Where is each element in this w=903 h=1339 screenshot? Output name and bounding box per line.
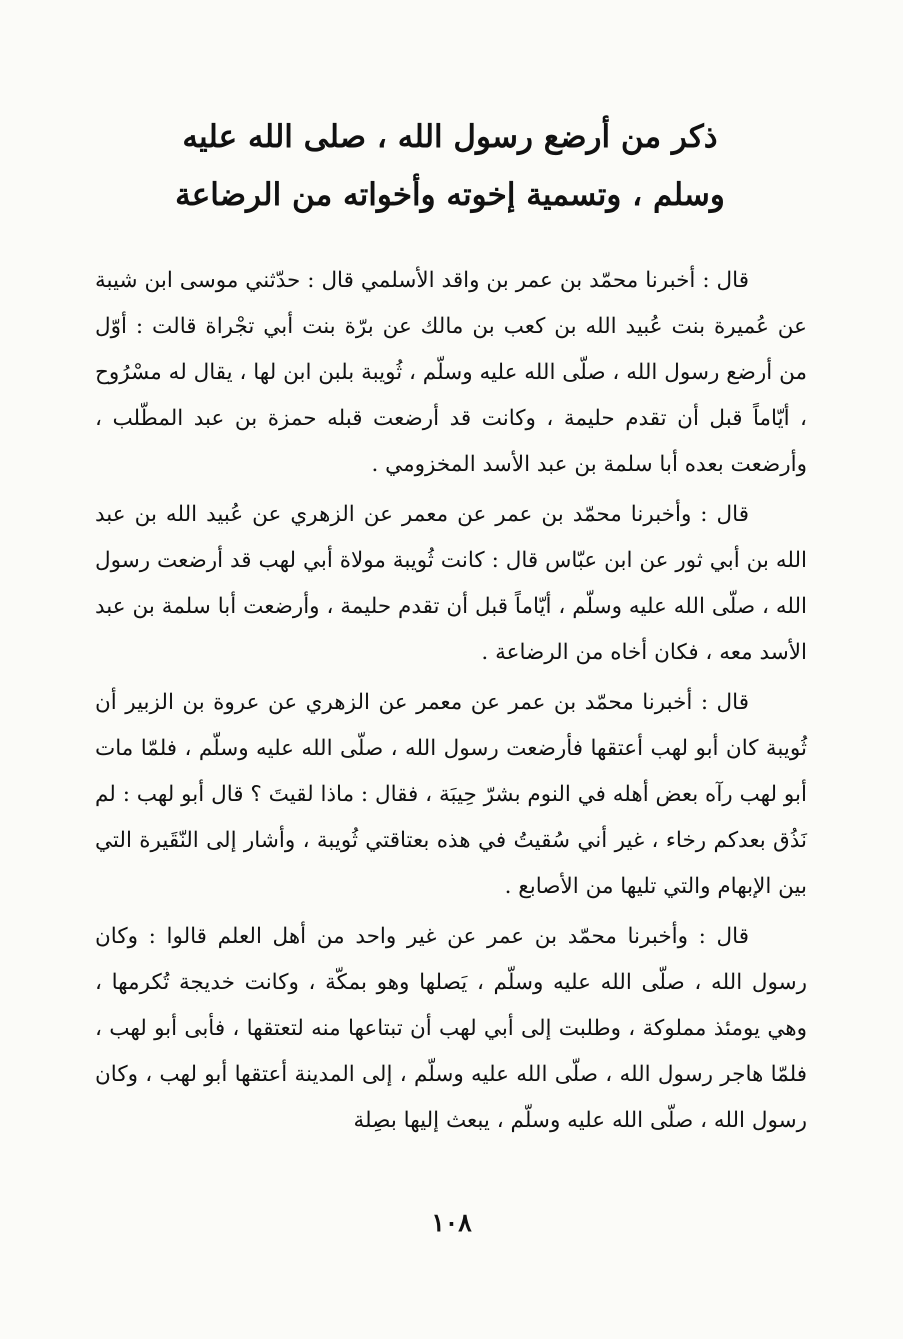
heading-line-1: ذكر من أرضع رسول الله ، صلى الله عليه: [182, 119, 718, 155]
paragraph: قال : أخبرنا محمّد بن عمر عن معمر عن الزهري عن عروة بن الزبير أن ثُويبة كان أبو لهب أعتقها فأرضعت رسول الله ، صلّى الله عليه وسلّم ، فلمّا مات أبو لهب رآه بعض أهله في النوم بشرّ حِيبَة ، فقال : ماذا لقيتَ ؟ قال أبو لهب : لم نَذُق بعدكم رخاء ، غير أني سُقيتُ في هذه بعتاقتي ثُويبة ، وأشار إلى النّقَيرة التي بين الإبهام والتي تليها من الأصابع .: [95, 690, 807, 899]
page-number: ١٠٨: [431, 1208, 472, 1237]
body-text: [95, 258, 807, 1144]
chapter-heading: [150, 108, 750, 224]
heading-line-2: وسلم ، وتسمية إخوته وأخواته من الرضاعة: [175, 177, 725, 213]
paragraph: قال : وأخبرنا محمّد بن عمر عن غير واحد من أهل العلم قالوا : وكان رسول الله ، صلّى الله عليه وسلّم ، يَصلها وهو بمكّة ، وكانت خديجة تُكرمها ، وهي يومئذ مملوكة ، وطلبت إلى أبي لهب أن تبتاعها منه لتعتقها ، فأبى أبو لهب ، فلمّا هاجر رسول الله ، صلّى الله عليه وسلّم ، إلى المدينة أعتقها أبو لهب ، وكان رسول الله ، صلّى الله عليه وسلّم ، يبعث إليها بصِلة: [95, 924, 807, 1133]
paragraph: قال : أخبرنا محمّد بن عمر بن واقد الأسلمي قال : حدّثني موسى ابن شيبة عن عُميرة بنت عُبيد الله بن كعب بن مالك عن برّة بنت أبي تجْراة قالت : أوّل من أرضع رسول الله ، صلّى الله عليه وسلّم ، ثُويبة بلبن ابن لها ، يقال له مسْرُوح ، أيّاماً قبل أن تقدم حليمة ، وكانت قد أرضعت قبله حمزة بن عبد المطّلب ، وأرضعت بعده أبا سلمة بن عبد الأسد المخزومي .: [95, 268, 807, 477]
paragraph: قال : وأخبرنا محمّد بن عمر عن معمر عن الزهري عن عُبيد الله بن عبد الله بن أبي ثور عن ابن عبّاس قال : كانت ثُويبة مولاة أبي لهب قد أرضعت رسول الله ، صلّى الله عليه وسلّم ، أيّاماً قبل أن تقدم حليمة ، وأرضعت أبا سلمة بن عبد الأسد معه ، فكان أخاه من الرضاعة .: [95, 502, 807, 665]
